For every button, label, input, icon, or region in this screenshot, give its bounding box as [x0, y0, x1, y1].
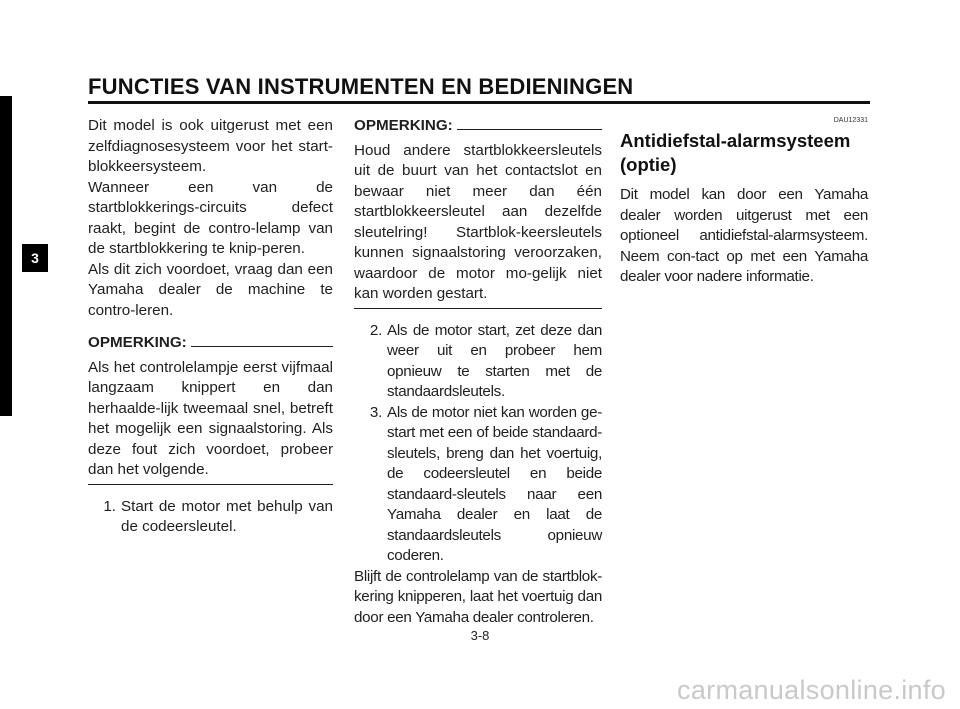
note-label: OPMERKING:	[354, 117, 453, 134]
note-end-rule	[88, 484, 333, 485]
note-rule	[457, 129, 602, 130]
note-heading	[354, 116, 602, 137]
page-header-title: FUNCTIES VAN INSTRUMENTEN EN BEDIENINGEN	[88, 74, 634, 99]
list-item	[354, 321, 602, 403]
list-number: 1.	[103, 497, 116, 515]
note-rule	[191, 346, 333, 347]
list-text: Als de motor start, zet deze dan weer uit en probeer hem opnieuw te starten met de standaardsleutels.	[387, 321, 602, 400]
list-text: Als de motor niet kan worden ge-start met een of beide standaard-sleutels, breng dan het voertuig, de codeersleutel en beide standaard-sleutels naar een Yamaha dealer en laat de standaardsleutels opnieuw coderen.	[387, 403, 602, 564]
column-2	[354, 116, 602, 628]
paragraph: Blijft de controlelamp van de startblok-kering knipperen, laat het voertuig dan door een Yamaha dealer controleren.	[354, 567, 602, 626]
note-heading	[88, 333, 333, 354]
note-text: Houd andere startblokkeersleutels uit de buurt van het contactslot en bewaar niet meer dan één startblokkeersleutel aan dezelfde sleutelring! Startblok-keersleutels kunnen signaalstoring veroorzaken, waardoor de motor mo-gelijk niet kan worden gestart.	[354, 141, 602, 302]
paragraph: Dit model is ook uitgerust met een zelfdiagnosesysteem voor het start-blokkeersysteem.	[88, 117, 333, 175]
note-end-rule	[354, 308, 602, 309]
reference-code: DAU12331	[833, 117, 868, 124]
column-3	[620, 116, 868, 288]
chapter-tab: 3	[22, 244, 48, 272]
header-rule	[88, 101, 870, 104]
list-number: 3.	[369, 403, 382, 421]
chapter-side-bar	[0, 96, 12, 416]
paragraph: Als dit zich voordoet, vraag dan een Yamaha dealer de machine te contro-leren.	[88, 260, 333, 319]
paragraph: Wanneer een van de startblokkerings-circuits defect raakt, begint de contro-lelamp van de startblokkering te knip-peren.	[88, 178, 333, 257]
list-item	[88, 497, 333, 538]
section-heading: Antidiefstal-alarmsysteem (optie)	[620, 130, 851, 175]
note-text: Als het controlelampje eerst vijfmaal langzaam knippert en dan herhaalde-lijk tweemaal snel, betreft het mogelijk een signaalstoring. Als deze fout zich voordoet, probeer dan het volgende.	[88, 358, 333, 478]
watermark: carmanualsonline.info	[677, 675, 946, 705]
page-number: 3-8	[470, 628, 490, 643]
list-text: Start de motor met behulp van de codeersleutel.	[121, 497, 333, 535]
list-number: 2.	[369, 321, 382, 339]
list-item	[354, 403, 602, 567]
paragraph: Dit model kan door een Yamaha dealer worden uitgerust met een optioneel antidiefstal-alarmsysteem. Neem con-tact op met een Yamaha dealer voor nadere informatie.	[620, 186, 868, 285]
note-label: OPMERKING:	[88, 334, 187, 351]
column-1	[88, 116, 333, 538]
